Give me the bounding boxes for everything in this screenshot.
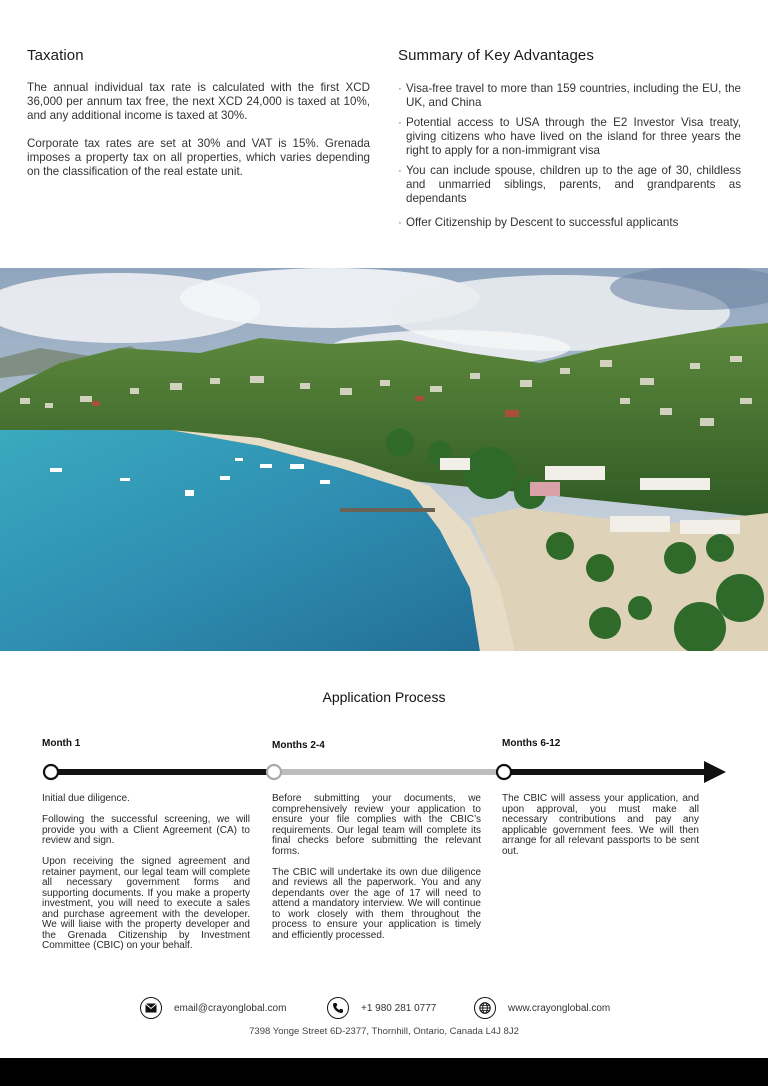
advantage-item: · Visa-free travel to more than 159 countries, including the EU, the UK, and China: [398, 82, 741, 109]
advantages-list: [398, 82, 741, 236]
timeline-segment-3: [503, 769, 708, 775]
grenada-beach-photo: [0, 268, 768, 651]
contact-website[interactable]: [474, 997, 610, 1019]
timeline-node-2: [267, 765, 281, 779]
stage-label-month-1: Month 1: [42, 738, 81, 749]
phone-icon: [327, 997, 349, 1019]
contact-address: 7398 Yonge Street 6D-2377, Thornhill, Ontario, Canada L4J 8J2: [249, 1026, 519, 1037]
application-process-title: Application Process: [322, 689, 446, 705]
contact-email[interactable]: [140, 997, 286, 1019]
contact-phone[interactable]: [327, 997, 436, 1019]
contact-website-text[interactable]: www.crayonglobal.com: [508, 1002, 611, 1014]
taxation-paragraph-1: The annual individual tax rate is calculated with the first XCD 36,000 per annum tax free, the next XCD 24,000 is taxed at 10%, and any additional income is taxed at 30%.: [27, 81, 370, 122]
taxation-title: Taxation: [27, 47, 84, 64]
taxation-paragraph-2: Corporate tax rates are set at 30% and VAT is 15%. Grenada imposes a property tax on all properties, which varies depending on the classification of the real estate unit.: [27, 137, 370, 178]
stage-description-month-1: Initial due diligence. Following the successful screening, we will provide you with a Client Agreement (CA) to review and sign. Upon receiving the signed agreement and retainer payment, our legal team will complete all necessary government forms and supporting documents. If you make a property investment, you will need to execute a sales and purchase agreement with the developer. We will liaise with the property developer and the Grenada Citizenship by Investment Committee (CBIC) on your behalf.: [42, 793, 250, 951]
process-timeline: [40, 756, 730, 788]
email-icon: [140, 997, 162, 1019]
stage-label-months-6-12: Months 6-12: [502, 738, 561, 749]
timeline-segment-1: [50, 769, 275, 775]
timeline-segment-2: [275, 769, 503, 775]
timeline-node-3: [497, 765, 511, 779]
stage-label-months-2-4: Months 2-4: [272, 740, 325, 751]
footer-bar: [0, 1058, 768, 1086]
advantages-title: Summary of Key Advantages: [398, 47, 594, 64]
stage-description-months-6-12: The CBIC will assess your application, and upon approval, you must make all necessary contributions and pay any applicable government fees. We will then arrange for all relevant passports to be sent out.: [502, 793, 699, 857]
advantage-item: · Potential access to USA through the E2 Investor Visa treaty, giving citizens who have lived on the island for three years the right to apply for a non-immigrant visa: [398, 116, 741, 157]
globe-icon: [474, 997, 496, 1019]
timeline-node-1: [44, 765, 58, 779]
contact-phone-text[interactable]: +1 980 281 0777: [361, 1002, 437, 1014]
advantage-item: · You can include spouse, children up to the age of 30, childless and unmarried siblings, parents, and grandparents as dependants: [398, 164, 741, 205]
advantage-item: · Offer Citizenship by Descent to successful applicants: [398, 216, 679, 229]
contact-email-text[interactable]: email@crayonglobal.com: [174, 1002, 287, 1014]
timeline-arrow-head: [704, 761, 726, 783]
stage-description-months-2-4: Before submitting your documents, we comprehensively review your application to ensure your file complies with the CBIC’s requirements. Our legal team will complete its final checks before submitting the relevant forms. The CBIC will undertake its own due diligence and reviews all the paperwork. You and any dependants over the age of 17 will need to attend a mandatory interview. We will continue to work closely with them throughout the process to ensure your application is timely and efficiently processed.: [272, 793, 481, 941]
